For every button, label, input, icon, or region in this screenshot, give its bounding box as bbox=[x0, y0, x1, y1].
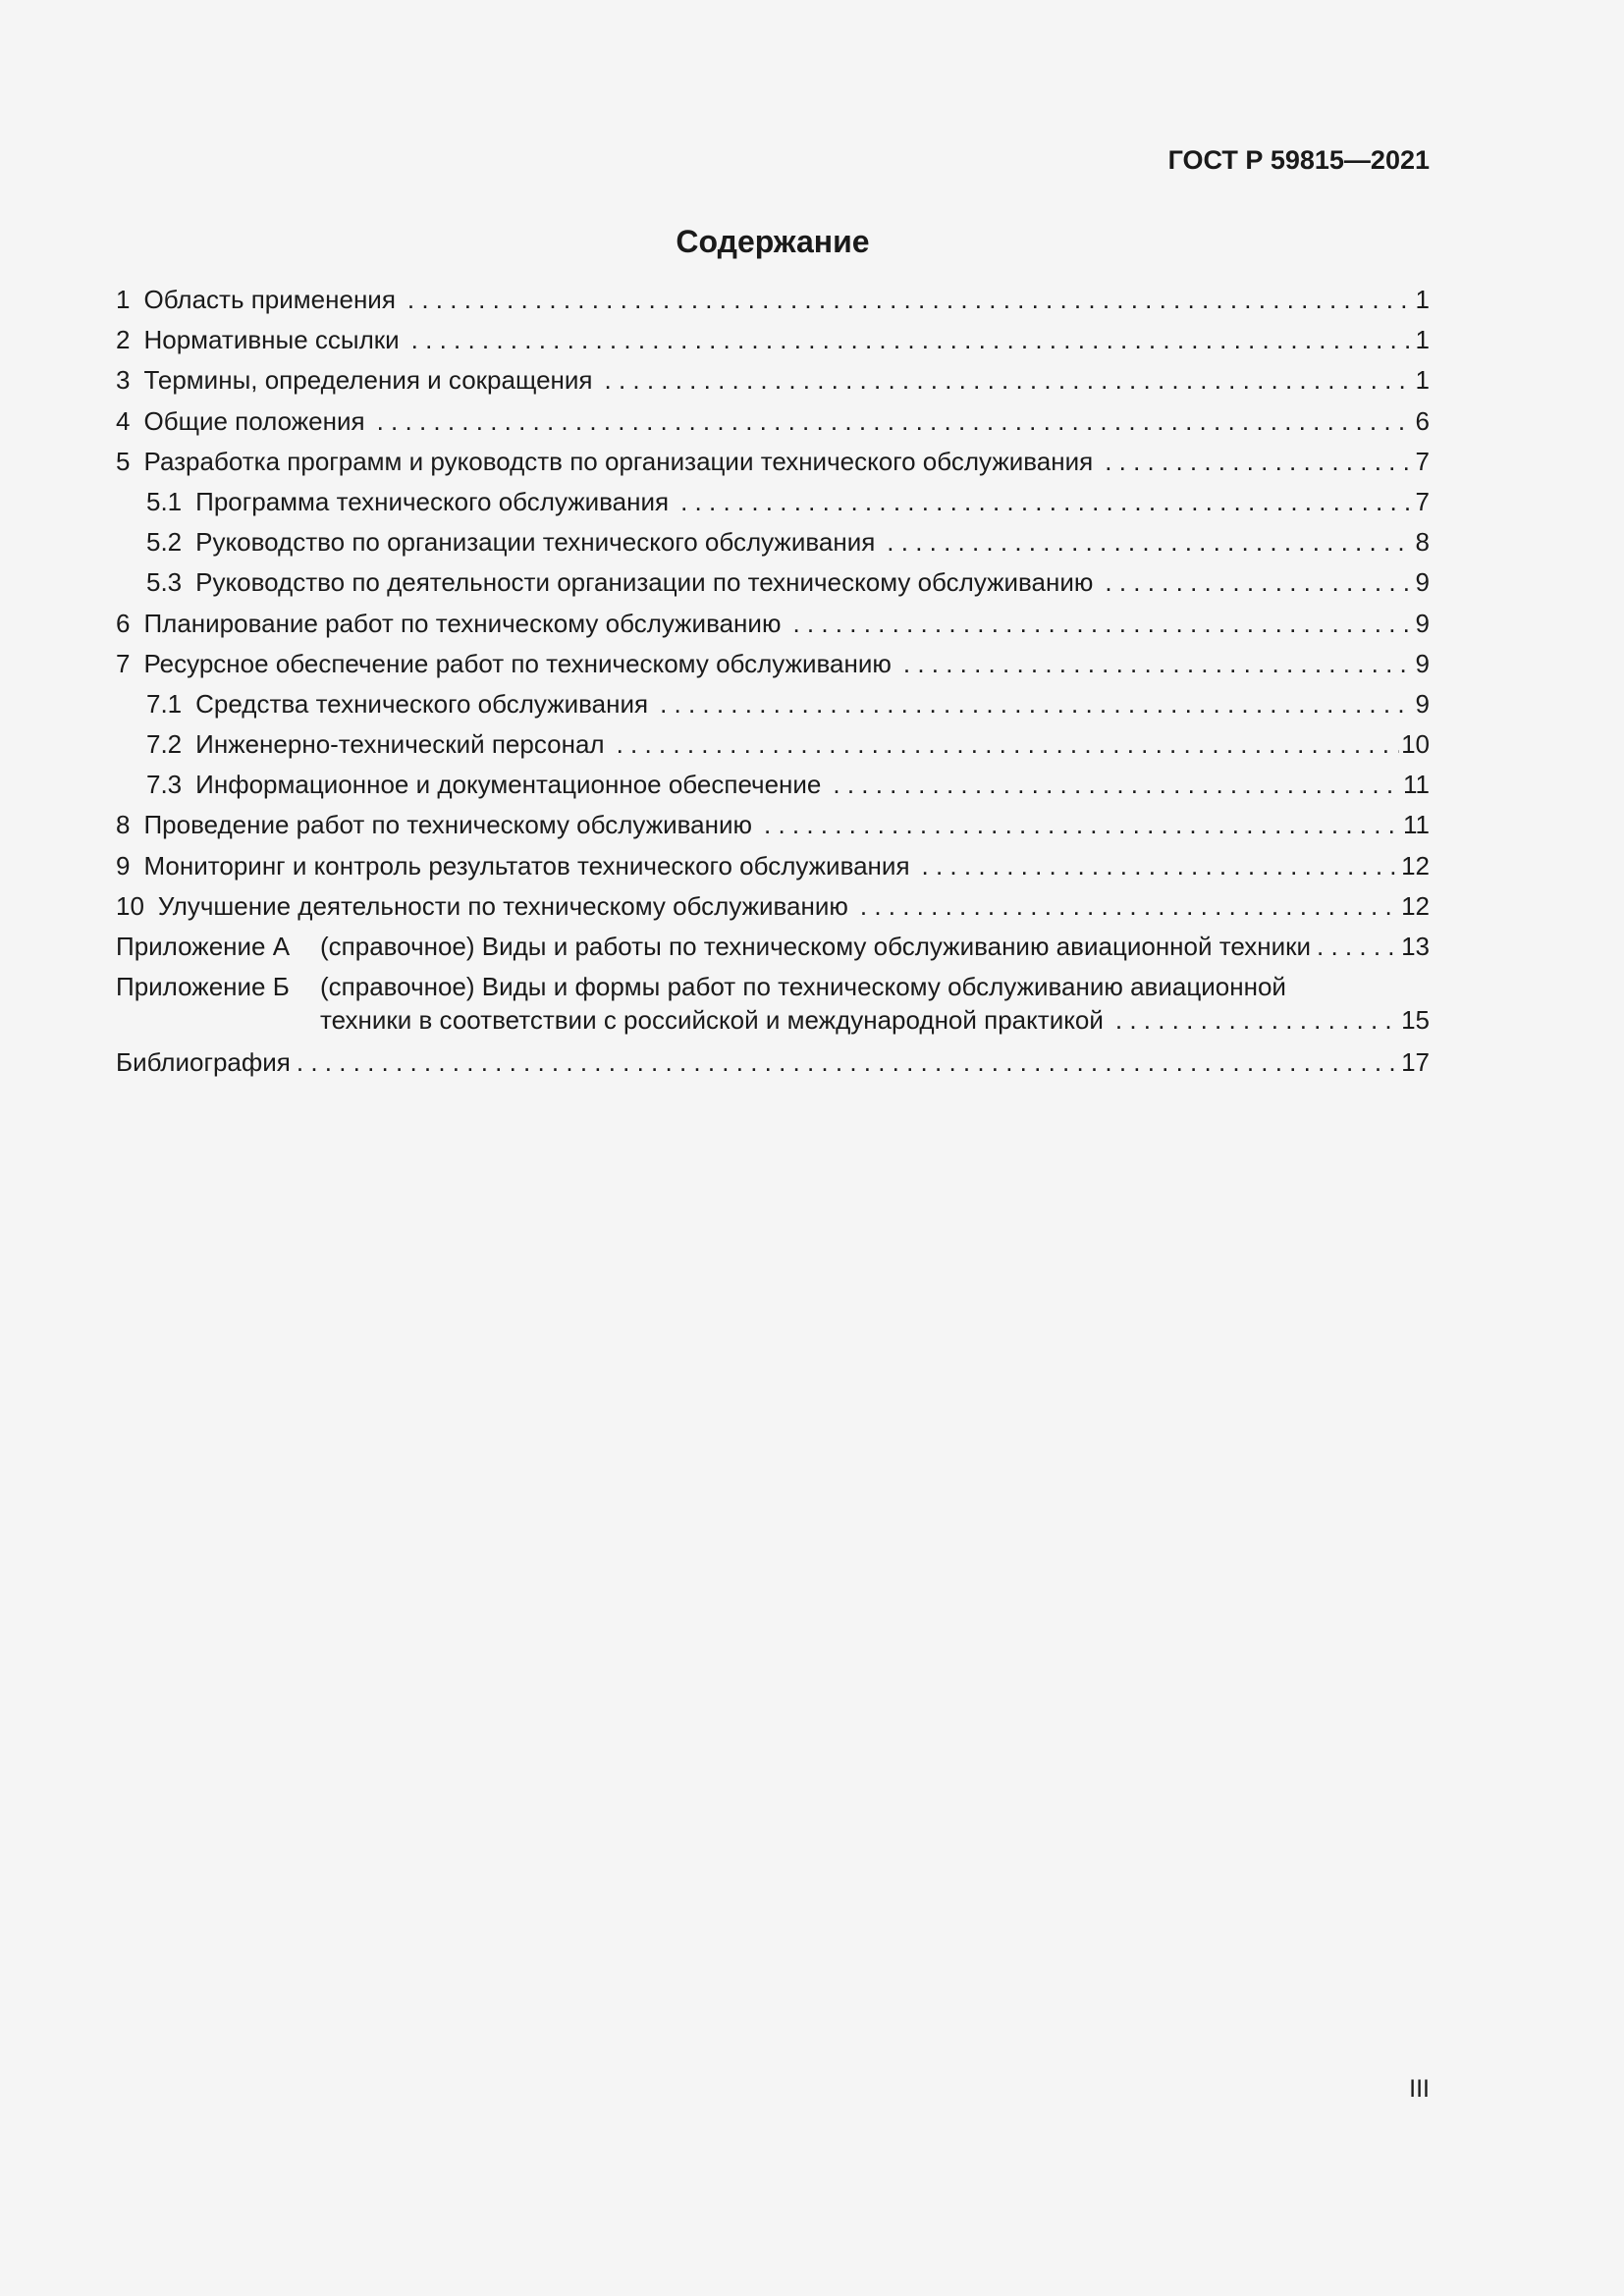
toc-entry-label: Термины, определения и сокращения bbox=[143, 365, 593, 396]
toc-entry-label: Мониторинг и контроль результатов технического обслуживания bbox=[143, 850, 910, 881]
toc-entry-page: 1 bbox=[1415, 365, 1430, 396]
toc-entry-number: 10 bbox=[116, 890, 144, 921]
appendix-label-line1: (справочное) Виды и формы работ по техническому обслуживанию авиационной bbox=[320, 972, 1286, 1002]
page-number: III bbox=[1409, 2075, 1430, 2103]
dot-leader bbox=[764, 810, 1401, 840]
toc-entry[interactable] bbox=[116, 609, 1430, 649]
toc-entry-number: 4 bbox=[116, 405, 131, 436]
toc-entry-label: Планирование работ по техническому обслуживанию bbox=[143, 608, 782, 638]
dot-leader bbox=[833, 770, 1401, 800]
appendix-head: Приложение Б bbox=[116, 972, 290, 1002]
toc-entry-number: 5.3 bbox=[146, 567, 183, 598]
toc-entry[interactable] bbox=[116, 285, 1430, 325]
appendix-head: Приложение А bbox=[116, 932, 291, 961]
toc-entry[interactable] bbox=[116, 891, 1430, 932]
toc-entry-number: 9 bbox=[116, 850, 131, 881]
appendix-page: 15 bbox=[1401, 1005, 1430, 1036]
toc-entry-number: 8 bbox=[116, 810, 131, 840]
appendix-page: 13 bbox=[1401, 932, 1430, 961]
toc-entry-page: 9 bbox=[1415, 688, 1430, 719]
dot-leader bbox=[377, 406, 1414, 437]
toc-entry-page: 11 bbox=[1403, 810, 1430, 840]
toc-entry-label: Инженерно-технический персонал bbox=[195, 729, 605, 760]
dot-leader bbox=[903, 649, 1414, 679]
toc-entry-number: 1 bbox=[116, 285, 131, 314]
toc-entry[interactable] bbox=[116, 649, 1430, 689]
toc-entry-label: Область применения bbox=[143, 285, 396, 314]
dot-leader bbox=[792, 609, 1413, 639]
toc-bibliography[interactable] bbox=[116, 1047, 1430, 1088]
appendix-label-line2-row bbox=[320, 1005, 1430, 1045]
toc-entry-label: Ресурсное обеспечение работ по техническому обслуживанию bbox=[143, 648, 892, 678]
dot-leader bbox=[660, 689, 1413, 720]
toc-subentry[interactable] bbox=[116, 729, 1430, 770]
toc-entry-label: Нормативные ссылки bbox=[143, 325, 400, 355]
appendix-label: (справочное) Виды и работы по техническому обслуживанию авиационной техники bbox=[320, 932, 1312, 961]
dot-leader bbox=[411, 325, 1414, 355]
toc-entry-label: Улучшение деятельности по техническому обслуживанию bbox=[157, 890, 848, 921]
toc-entry-page: 7 bbox=[1415, 486, 1430, 516]
toc-entry-label: Проведение работ по техническому обслуживанию bbox=[143, 810, 752, 840]
toc-entry-page: 11 bbox=[1403, 770, 1430, 800]
toc-entry-number: 5.2 bbox=[146, 527, 183, 558]
bibliography-page: 17 bbox=[1401, 1047, 1430, 1078]
toc-entry-page: 12 bbox=[1401, 890, 1430, 921]
document-code: ГОСТ Р 59815—2021 bbox=[1167, 145, 1430, 175]
toc-entry-label: Руководство по деятельности организации по техническому обслуживанию bbox=[195, 567, 1094, 598]
toc-entry-label: Общие положения bbox=[143, 405, 365, 436]
toc-entry-page: 9 bbox=[1415, 608, 1430, 638]
toc-entry-number: 7.2 bbox=[146, 729, 183, 760]
toc-entry-label: Программа технического обслуживания bbox=[195, 486, 670, 516]
toc-appendix-a[interactable] bbox=[116, 932, 1430, 972]
dot-leader bbox=[1115, 1005, 1399, 1036]
dot-leader bbox=[617, 729, 1399, 760]
toc-subentry[interactable] bbox=[116, 527, 1430, 567]
toc-entry-page: 9 bbox=[1415, 567, 1430, 598]
toc-entry-page: 1 bbox=[1415, 285, 1430, 314]
dot-leader bbox=[1105, 447, 1413, 477]
toc-entry-number: 7 bbox=[116, 648, 131, 678]
toc-entry[interactable] bbox=[116, 406, 1430, 447]
toc-subentry[interactable] bbox=[116, 487, 1430, 527]
toc-entry[interactable] bbox=[116, 365, 1430, 405]
toc-entry-label: Разработка программ и руководств по организации технического обслуживания bbox=[143, 446, 1094, 476]
dot-leader bbox=[605, 365, 1414, 396]
toc-entry[interactable] bbox=[116, 810, 1430, 850]
appendix-label-line2: техники в соответствии с российской и международной практикой bbox=[320, 1005, 1104, 1036]
toc-entry-page: 9 bbox=[1415, 648, 1430, 678]
toc-entry-label: Средства технического обслуживания bbox=[195, 688, 649, 719]
toc-entry-number: 5.1 bbox=[146, 486, 183, 516]
toc-entry-number: 3 bbox=[116, 365, 131, 396]
toc-entry[interactable] bbox=[116, 851, 1430, 891]
toc-entry[interactable] bbox=[116, 447, 1430, 487]
toc-entry-label: Информационное и документационное обеспечение bbox=[195, 770, 822, 800]
toc-title: Содержание bbox=[676, 224, 870, 259]
dot-leader bbox=[407, 285, 1414, 315]
toc-appendix-b[interactable] bbox=[116, 972, 1430, 1045]
dot-leader bbox=[1105, 567, 1413, 598]
toc-entry-page: 7 bbox=[1415, 446, 1430, 476]
toc-subentry[interactable] bbox=[116, 770, 1430, 810]
toc-entry-number: 7.3 bbox=[146, 770, 183, 800]
dot-leader bbox=[297, 1047, 1399, 1078]
toc-entry-page: 8 bbox=[1415, 527, 1430, 558]
table-of-contents bbox=[116, 285, 1430, 1088]
toc-entry-page: 12 bbox=[1401, 850, 1430, 881]
toc-entry-number: 5 bbox=[116, 446, 131, 476]
bibliography-label: Библиография bbox=[116, 1047, 291, 1078]
dot-leader bbox=[680, 487, 1413, 517]
toc-subentry[interactable] bbox=[116, 567, 1430, 608]
toc-entry[interactable] bbox=[116, 325, 1430, 365]
toc-entry-number: 7.1 bbox=[146, 688, 183, 719]
toc-entry-number: 6 bbox=[116, 608, 131, 638]
toc-entry-page: 6 bbox=[1415, 405, 1430, 436]
dot-leader bbox=[922, 851, 1400, 881]
toc-subentry[interactable] bbox=[116, 689, 1430, 729]
toc-entry-page: 10 bbox=[1401, 729, 1430, 760]
toc-entry-page: 1 bbox=[1415, 325, 1430, 355]
appendix-body bbox=[320, 972, 1430, 1045]
toc-entry-label: Руководство по организации технического обслуживания bbox=[195, 527, 876, 558]
toc-entry-number: 2 bbox=[116, 325, 131, 355]
dot-leader bbox=[860, 891, 1399, 922]
dot-leader bbox=[1317, 932, 1399, 962]
dot-leader bbox=[887, 527, 1413, 558]
